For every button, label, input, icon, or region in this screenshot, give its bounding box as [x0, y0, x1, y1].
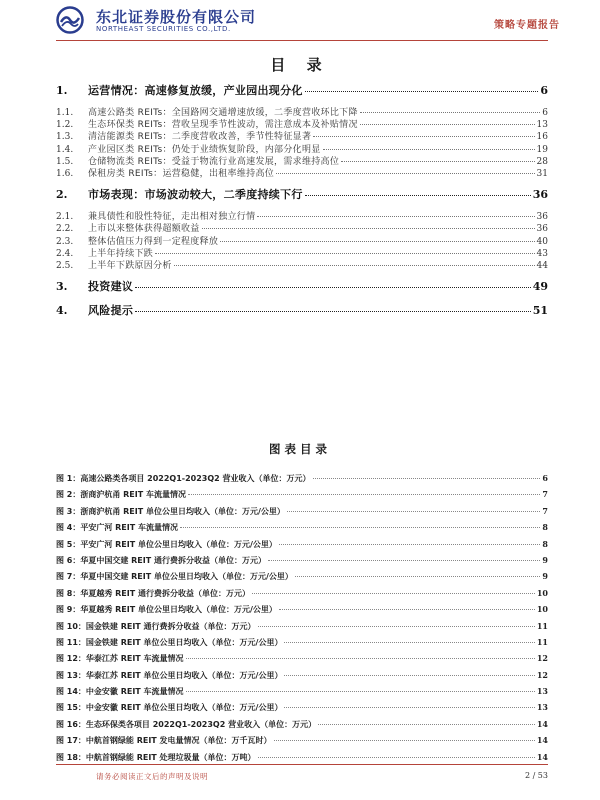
dot-leader — [287, 511, 541, 512]
toc-section-number: 2. — [56, 188, 68, 202]
dot-leader — [295, 576, 541, 577]
toc-item-number: 1.4. — [56, 144, 74, 155]
toc-item-title: 保租房类 REITs：运营稳健，出租率维持高位 — [88, 168, 275, 179]
toc-item-row[interactable] — [56, 258, 548, 270]
figure-row[interactable] — [56, 637, 548, 653]
toc-page-number: 6 — [540, 84, 548, 97]
toc-item-row[interactable] — [56, 142, 548, 154]
figure-title: 图 13：华泰江苏 REIT 单位公里日均收入（单位：万元/公里） — [56, 670, 283, 680]
figure-title: 图 4：平安广河 REIT 车流量情况 — [56, 523, 178, 533]
report-type: 策略专题报告 — [494, 20, 560, 31]
dot-leader — [313, 478, 541, 479]
dot-leader — [258, 757, 535, 758]
toc-item-title: 上市以来整体获得超额收益 — [88, 224, 200, 235]
toc-item-title: 上半年持续下跌 — [88, 248, 154, 259]
toc-item-title: 仓储物流类 REITs：受益于物流行业高速发展，需求维持高位 — [88, 156, 340, 167]
figure-row[interactable] — [56, 555, 548, 571]
figure-title: 图 3：浙商沪杭甬 REIT 单位公里日均收入（单位：万元/公里） — [56, 506, 285, 516]
toc-item-number: 2.5. — [56, 260, 74, 271]
figure-page-number: 12 — [536, 669, 548, 680]
toc-section-number: 3. — [56, 280, 68, 294]
figure-row[interactable] — [56, 686, 548, 702]
dot-leader — [220, 241, 534, 242]
figure-page-number: 8 — [542, 538, 548, 549]
figure-page-number: 10 — [536, 587, 548, 598]
dot-leader — [155, 253, 534, 254]
toc-item-row[interactable] — [56, 166, 548, 178]
toc-item-row[interactable] — [56, 129, 548, 141]
dot-leader — [284, 675, 534, 676]
figure-row[interactable] — [56, 539, 548, 555]
figure-page-number: 9 — [542, 554, 548, 565]
figure-title: 图 18：中航首钢绿能 REIT 处理垃圾量（单位：万吨） — [56, 752, 256, 762]
toc-page-number: 44 — [536, 260, 548, 271]
figure-title: 图 8：华夏越秀 REIT 通行费拆分收益（单位：万元） — [56, 588, 250, 598]
figure-row[interactable] — [56, 752, 548, 768]
dot-leader — [313, 136, 534, 137]
toc-item-row[interactable] — [56, 117, 548, 129]
toc-item-row[interactable] — [56, 154, 548, 166]
toc-page-number: 51 — [532, 304, 548, 318]
dot-leader — [135, 311, 530, 312]
toc-item-number: 1.5. — [56, 156, 74, 167]
toc-page-number: 19 — [536, 144, 548, 155]
toc-item-title: 生态环保类 REITs：营收呈现季节性波动，需注意成本及补贴情况 — [88, 120, 358, 131]
figure-list — [56, 473, 548, 768]
toc-item-number: 2.4. — [56, 248, 74, 259]
header-divider — [56, 40, 548, 41]
figure-row[interactable] — [56, 522, 548, 538]
toc-item-row[interactable] — [56, 246, 548, 258]
dot-leader — [360, 112, 541, 113]
figure-row[interactable] — [56, 473, 548, 489]
figure-page-number: 6 — [542, 473, 548, 483]
dot-leader — [305, 195, 531, 196]
figure-title: 图 6：华夏中国交建 REIT 通行费拆分收益（单位：万元） — [56, 555, 266, 565]
dot-leader — [284, 707, 534, 708]
figure-page-number: 14 — [536, 751, 548, 762]
toc-title: 目 录 — [270, 56, 330, 74]
dot-leader — [180, 527, 540, 528]
figure-page-number: 7 — [542, 505, 548, 516]
toc-item-number: 1.3. — [56, 132, 74, 143]
dot-leader — [268, 560, 540, 561]
dot-leader — [186, 658, 535, 659]
dot-leader — [305, 91, 539, 92]
dot-leader — [188, 494, 540, 495]
dot-leader — [252, 593, 535, 594]
figure-title: 图 5：平安广河 REIT 单位公里日均收入（单位：万元/公里） — [56, 539, 277, 549]
company-name-en: NORTHEAST SECURITIES CO.,LTD. — [96, 25, 231, 33]
toc-section-number: 4. — [56, 304, 68, 318]
toc-page-number: 36 — [532, 188, 548, 202]
figure-title: 图 12：华泰江苏 REIT 车流量情况 — [56, 654, 184, 664]
figure-page-number: 14 — [536, 718, 548, 729]
figure-title: 图 9：华夏越秀 REIT 单位公里日均收入（单位：万元/公里） — [56, 605, 277, 615]
dot-leader — [186, 691, 535, 692]
figure-row[interactable] — [56, 621, 548, 637]
figure-title: 图 16：生态环保类各项目 2022Q1-2023Q2 营业收入（单位：万元） — [56, 719, 317, 729]
figure-page-number: 8 — [542, 522, 548, 533]
toc-item-number: 1.1. — [56, 108, 74, 118]
page-indicator: 2 / 53 — [524, 771, 548, 780]
figure-row[interactable] — [56, 670, 548, 686]
toc-item-number: 2.1. — [56, 212, 74, 223]
toc-section-number: 1. — [56, 84, 68, 97]
toc-section-title: 运营情况：高速修复放缓，产业园出现分化 — [88, 84, 303, 97]
dot-leader — [318, 724, 535, 725]
dot-leader — [360, 124, 535, 125]
figure-page-number: 13 — [536, 686, 548, 697]
dot-leader — [284, 642, 534, 643]
toc-item-row[interactable] — [56, 221, 548, 233]
figure-title: 图 7：华夏中国交建 REIT 单位公里日均收入（单位：万元/公里） — [56, 572, 293, 582]
figure-page-number: 7 — [542, 489, 548, 500]
figure-row[interactable] — [56, 571, 548, 587]
figure-page-number: 11 — [536, 620, 548, 631]
figure-title: 图 10：国金铁建 REIT 通行费拆分收益（单位：万元） — [56, 621, 256, 631]
figure-row[interactable] — [56, 604, 548, 620]
toc-section-row[interactable] — [56, 82, 548, 98]
toc-item-title: 高速公路类 REITs：全国路网交通增速放缓，二季度营收环比下降 — [88, 108, 358, 118]
toc-item-title: 清洁能源类 REITs：二季度营收改善，季节性特征显著 — [88, 132, 312, 143]
dot-leader — [202, 228, 535, 229]
toc-item-number: 2.3. — [56, 236, 74, 247]
toc-item-number: 2.2. — [56, 224, 74, 235]
figure-row[interactable] — [56, 653, 548, 669]
figure-title: 图 11：国金铁建 REIT 单位公里日均收入（单位：万元/公里） — [56, 637, 283, 647]
toc-item-title: 整体估值压力得到一定程度释放 — [88, 236, 219, 247]
footer-divider — [56, 764, 548, 765]
figure-page-number: 11 — [536, 636, 548, 647]
toc-item-title: 兼具债性和股性特征，走出相对独立行情 — [88, 212, 256, 223]
toc-section-title: 投资建议 — [88, 280, 134, 294]
toc-page-number: 6 — [542, 108, 548, 118]
toc-page-number: 49 — [532, 280, 548, 294]
toc-item-number: 1.2. — [56, 120, 74, 131]
toc-page-number: 28 — [536, 156, 548, 167]
toc-page-number: 31 — [536, 168, 548, 179]
figure-page-number: 14 — [536, 735, 548, 746]
dot-leader — [341, 161, 534, 162]
figure-row[interactable] — [56, 489, 548, 505]
toc-section-title: 市场表现：市场波动较大，二季度持续下行 — [88, 188, 303, 202]
figure-page-number: 10 — [536, 604, 548, 615]
dot-leader — [257, 216, 534, 217]
table-of-contents — [56, 82, 548, 325]
figure-page-number: 12 — [536, 653, 548, 664]
dot-leader — [279, 609, 535, 610]
dot-leader — [174, 265, 535, 266]
figure-row[interactable] — [56, 506, 548, 522]
figures-title: 图表目录 — [269, 442, 331, 456]
toc-page-number: 16 — [536, 132, 548, 143]
toc-item-number: 1.6. — [56, 168, 74, 179]
toc-item-title: 上半年下跌原因分析 — [88, 260, 172, 271]
dot-leader — [258, 626, 535, 627]
figure-page-number: 13 — [536, 702, 548, 713]
toc-page-number: 43 — [536, 248, 548, 259]
toc-section-row[interactable] — [56, 278, 548, 294]
figure-title: 图 1：高速公路类各项目 2022Q1-2023Q2 营业收入（单位：万元） — [56, 474, 311, 483]
toc-page-number: 36 — [536, 224, 548, 235]
dot-leader — [276, 173, 534, 174]
toc-page-number: 13 — [536, 120, 548, 131]
figure-row[interactable] — [56, 735, 548, 751]
dot-leader — [323, 149, 535, 150]
figure-title: 图 14：中金安徽 REIT 车流量情况 — [56, 687, 184, 697]
toc-section-row[interactable] — [56, 302, 548, 318]
toc-page-number: 36 — [536, 212, 548, 223]
dot-leader — [279, 544, 541, 545]
toc-item-title: 产业园区类 REITs：仍处于业绩恢复阶段，内部分化明显 — [88, 144, 321, 155]
figure-row[interactable] — [56, 588, 548, 604]
figure-title: 图 2：浙商沪杭甬 REIT 车流量情况 — [56, 490, 186, 500]
company-name-cn: 东北证券股份有限公司 — [96, 8, 257, 26]
figure-page-number: 9 — [542, 571, 548, 582]
dot-leader — [274, 740, 535, 741]
toc-section-row[interactable] — [56, 186, 548, 202]
figure-row[interactable] — [56, 719, 548, 735]
page-header — [40, 4, 560, 38]
footer-disclaimer: 请务必阅读正文后的声明及说明 — [96, 772, 208, 781]
dot-leader — [135, 287, 530, 288]
figure-title: 图 17：中航首钢绿能 REIT 发电量情况（单位：万千瓦时） — [56, 736, 272, 746]
toc-item-row[interactable] — [56, 234, 548, 246]
company-logo-icon — [56, 6, 84, 34]
toc-section-title: 风险提示 — [88, 304, 134, 318]
toc-item-row[interactable] — [56, 105, 548, 117]
toc-item-row[interactable] — [56, 209, 548, 221]
figure-row[interactable] — [56, 702, 548, 718]
toc-page-number: 40 — [536, 236, 548, 247]
figure-title: 图 15：中金安徽 REIT 单位公里日均收入（单位：万元/公里） — [56, 703, 283, 713]
